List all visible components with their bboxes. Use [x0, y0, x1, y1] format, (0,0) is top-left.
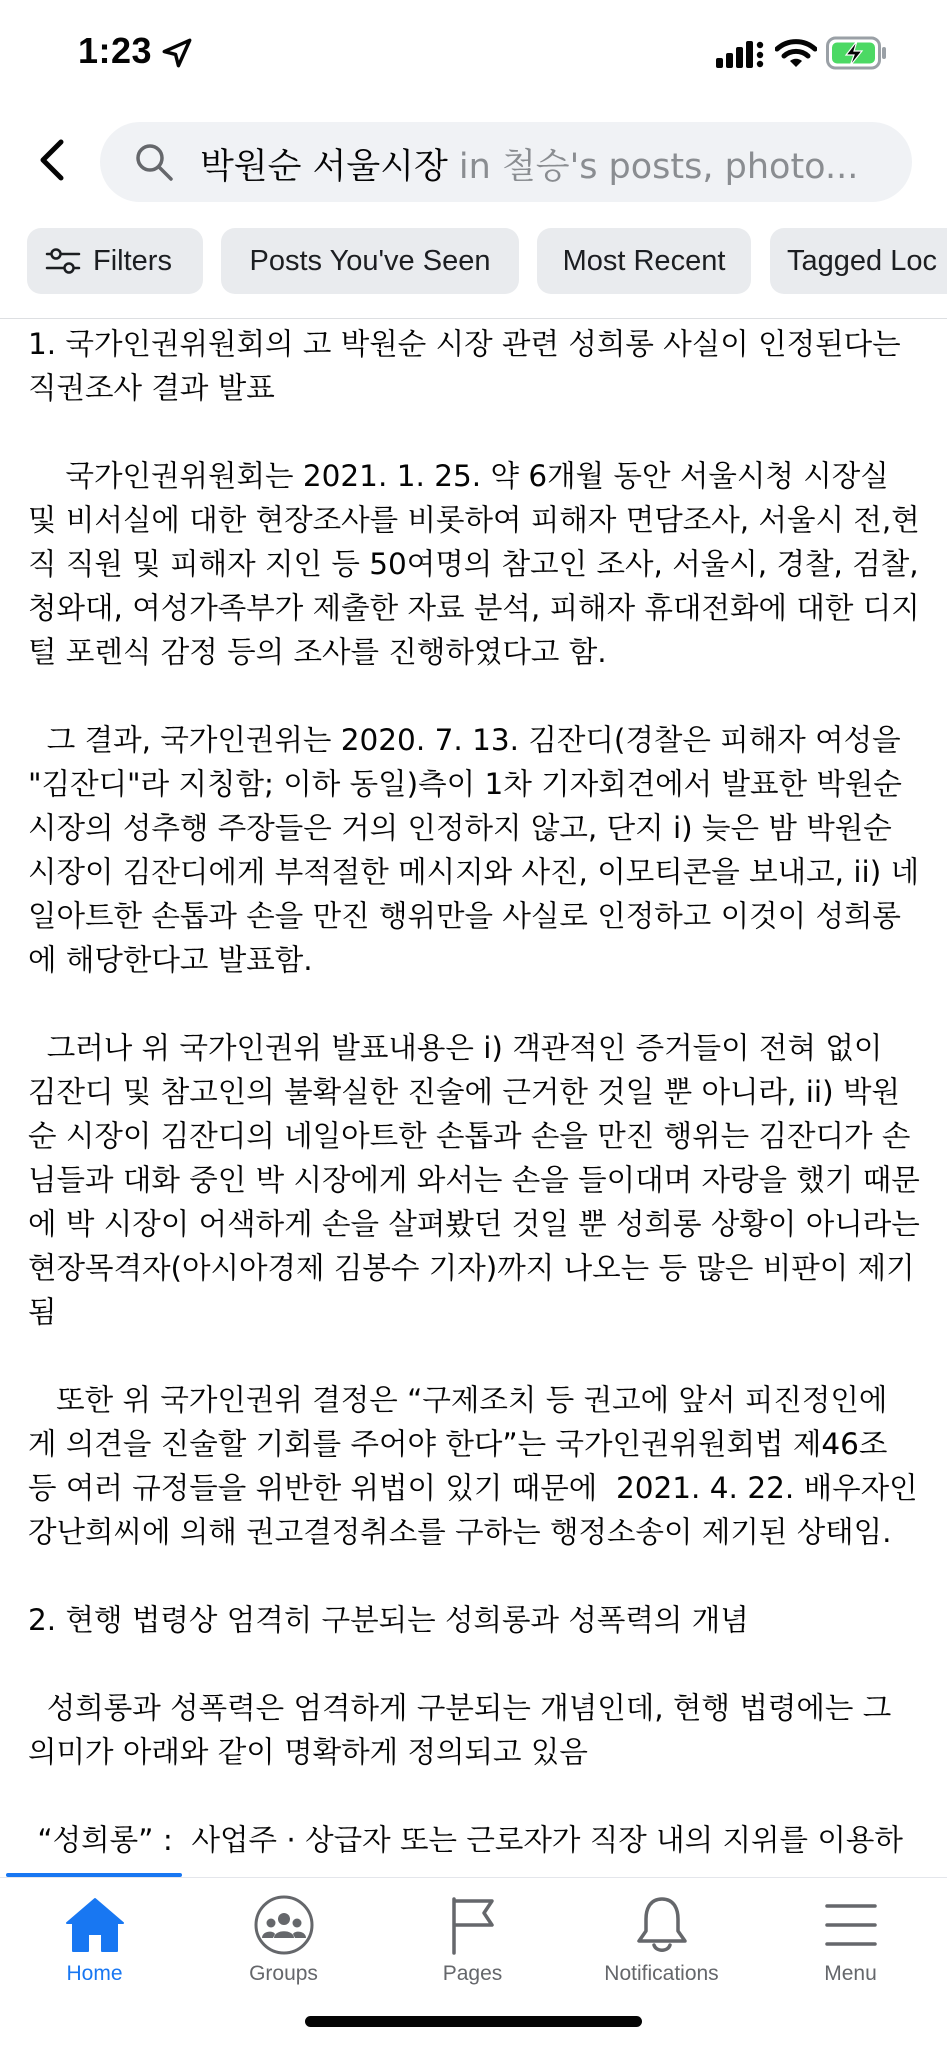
paragraph-gap [28, 982, 928, 1026]
post-text-line: 또한 위 국가인권위 결정은 “구제조치 등 권고에 앞서 피진정인에 [28, 1383, 888, 1417]
search-input[interactable] [100, 122, 912, 202]
post-text-line: 김잔디 및 참고인의 불확실한 진술에 근거한 것일 뿐 아니라, ii) 박원 [28, 1075, 900, 1109]
post-text-line: 그러나 위 국가인권위 발표내용은 i) 객관적인 증거들이 전혀 없이 [28, 1031, 883, 1065]
search-query: 박원순 서울시장 [200, 147, 448, 187]
tab-notifications-label: Notifications [604, 1962, 719, 1985]
filter-chip-row [0, 228, 947, 294]
paragraph-gap [28, 1642, 928, 1686]
tab-home[interactable] [0, 1878, 189, 1988]
tab-groups-label: Groups [249, 1962, 318, 1985]
most-recent-chip[interactable] [537, 228, 751, 294]
home-indicator [305, 2016, 642, 2027]
post-text-line: 시장이 김잔디에게 부적절한 메시지와 사진, 이모티콘을 보내고, ii) 네 [28, 855, 920, 889]
header-divider [0, 318, 947, 319]
tab-notifications[interactable] [567, 1878, 756, 1988]
post-text-line: 에 박 시장이 어색하게 손을 살펴봤던 것일 뿐 성희롱 상황이 아니라는 [28, 1207, 920, 1241]
post-text-line: 및 비서실에 대한 현장조사를 비롯하여 피해자 면담조사, 서울시 전,현 [28, 503, 920, 537]
battery-charging-icon [826, 36, 888, 70]
cellular-signal-icon [716, 40, 764, 68]
paragraph-gap [28, 1554, 928, 1598]
search-icon [134, 142, 174, 182]
filters-chip-label: Filters [93, 244, 172, 277]
search-hint: in 철승's posts, photo... [447, 147, 859, 187]
hamburger-menu-icon [824, 1900, 878, 1950]
post-text-line: 시장의 성추행 주장들은 거의 인정하지 않고, 단지 i) 늦은 밤 박원순 [28, 811, 892, 845]
home-icon [64, 1896, 126, 1954]
tab-home-label: Home [66, 1962, 123, 1985]
post-text-line: 현장목격자(아시아경제 김봉수 기자)까지 나오는 등 많은 비판이 제기 [28, 1251, 915, 1285]
paragraph-gap [28, 674, 928, 718]
post-body [28, 322, 928, 1872]
chevron-left-icon [37, 138, 67, 182]
status-bar [0, 0, 947, 108]
status-time: 1:23 [78, 30, 153, 71]
paragraph-gap [28, 1334, 928, 1378]
wifi-icon [775, 38, 817, 70]
groups-icon [253, 1894, 315, 1956]
paragraph-gap [28, 1774, 928, 1818]
post-text-line: 의미가 아래와 같이 명확하게 정의되고 있음 [28, 1735, 588, 1769]
post-text-line: 등 여러 규정들을 위반한 위법이 있기 때문에 2021. 4. 22. 배우자인 [28, 1471, 918, 1505]
post-text-line: 에 해당한다고 발표함. [28, 943, 313, 977]
post-text-line: 됨 [28, 1295, 57, 1329]
posts-youve-seen-label: Posts You've Seen [249, 244, 491, 277]
post-text-line: "김잔디"라 지칭함; 이하 동일)측이 1차 기자회견에서 발표한 박원순 [28, 767, 902, 801]
search-text [200, 139, 858, 189]
post-text-line: 청와대, 여성가족부가 제출한 자료 분석, 피해자 휴대전화에 대한 디지 [28, 591, 920, 625]
post-text-line: 그 결과, 국가인권위는 2020. 7. 13. 김잔디(경찰은 피해자 여성을 [28, 723, 901, 757]
tab-menu-label: Menu [824, 1962, 877, 1985]
post-text-line: 게 의견을 진술할 기회를 주어야 한다”는 국가인권위원회법 제46조 [28, 1427, 888, 1461]
tagged-location-chip[interactable] [770, 228, 947, 294]
tab-pages[interactable] [378, 1878, 567, 1988]
post-text-line: 강난희씨에 의해 권고결정취소를 구하는 행정소송이 제기된 상태임. [28, 1515, 892, 1549]
post-text-line: 털 포렌식 감정 등의 조사를 진행하였다고 함. [28, 635, 607, 669]
back-button[interactable] [30, 132, 74, 188]
post-text-line: 1. 국가인권위원회의 고 박원순 시장 관련 성희롱 사실이 인정된다는 [28, 327, 901, 361]
bell-icon [634, 1895, 690, 1955]
post-text-line: “성희롱” : 사업주 · 상급자 또는 근로자가 직장 내의 지위를 이용하 [28, 1823, 903, 1857]
filters-chip[interactable] [27, 228, 203, 294]
post-text-line: 순 시장이 김잔디의 네일아트한 손톱과 손을 만진 행위는 김잔디가 손 [28, 1119, 911, 1153]
tab-groups[interactable] [189, 1878, 378, 1988]
post-text-line: 일아트한 손톱과 손을 만진 행위만을 사실로 인정하고 이것이 성희롱 [28, 899, 901, 933]
flag-icon [448, 1895, 498, 1955]
post-text-line: 님들과 대화 중인 박 시장에게 와서는 손을 들이대며 자랑을 했기 때문 [28, 1163, 920, 1197]
most-recent-label: Most Recent [562, 244, 726, 277]
post-text-line: 성희롱과 성폭력은 엄격하게 구분되는 개념인데, 현행 법령에는 그 [28, 1691, 892, 1725]
tagged-location-label: Tagged Loc [787, 244, 937, 277]
posts-youve-seen-chip[interactable] [221, 228, 519, 294]
post-text-line: 직 직원 및 피해자 지인 등 50여명의 참고인 조사, 서울시, 경찰, 검찰, [28, 547, 919, 581]
post-text-line: 직권조사 결과 발표 [28, 371, 275, 405]
location-arrow-icon [160, 36, 194, 70]
sliders-icon [45, 246, 81, 276]
tab-pages-label: Pages [442, 1962, 503, 1985]
paragraph-gap [28, 410, 928, 454]
post-text-line: 국가인권위원회는 2021. 1. 25. 약 6개월 동안 서울시청 시장실 [28, 459, 889, 493]
post-text-line: 2. 현행 법령상 엄격히 구분되는 성희롱과 성폭력의 개념 [28, 1603, 749, 1637]
tab-menu[interactable] [756, 1878, 945, 1988]
